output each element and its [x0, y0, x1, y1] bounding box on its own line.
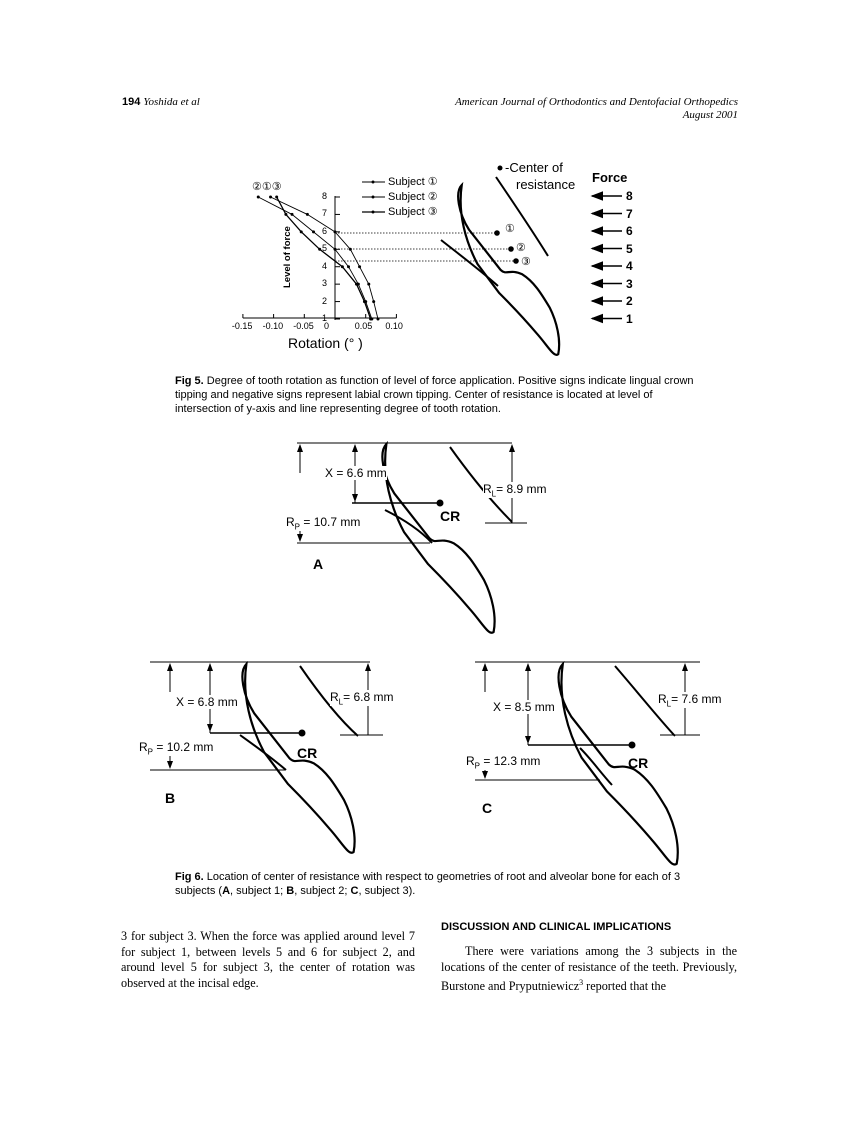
data-point-subject-1 [372, 300, 375, 303]
y-tick-label: 5 [322, 243, 328, 254]
caption-text: , subject 3). [358, 885, 416, 897]
rl-label [483, 482, 546, 498]
fig5-caption [175, 374, 700, 416]
section-heading: DISCUSSION AND CLINICAL IMPLICATIONS [441, 921, 672, 933]
force-level-label: 6 [626, 224, 633, 238]
cr-point [494, 230, 500, 236]
force-level-label: 8 [626, 189, 633, 203]
rp-label [139, 740, 213, 756]
rl-label [330, 690, 393, 706]
y-tick-label: 6 [322, 225, 328, 236]
y-tick-label: 1 [322, 313, 328, 323]
rp-label [286, 515, 360, 531]
labial-bone-line [240, 735, 286, 770]
force-level-label: 3 [626, 276, 633, 291]
data-point-subject-1 [269, 196, 272, 199]
citation: 3 [579, 978, 584, 987]
data-point-subject-1 [367, 283, 370, 286]
subscript: P [474, 761, 481, 771]
data-point-subject-1 [358, 265, 361, 268]
panel-label: C [482, 800, 493, 816]
caption-b: B [286, 885, 295, 897]
cr-point [508, 246, 514, 252]
x-tick-label: 0.10 [385, 321, 403, 331]
panel-label: B [165, 790, 176, 806]
tooth-outline [458, 185, 559, 355]
r-symbol: R [483, 482, 492, 496]
legend-subject-3: Subject ③ [388, 206, 438, 218]
value: = 6.8 mm [343, 690, 394, 704]
authors: Yoshida et al [143, 96, 200, 108]
x-axis-label: Rotation (° ) [288, 335, 363, 351]
force-level-label: 4 [626, 259, 633, 273]
y-tick-label: 8 [322, 191, 328, 201]
force-level-label: 2 [626, 294, 633, 308]
legend-marker [372, 181, 375, 184]
data-point-subject-3 [318, 248, 321, 251]
legend-marker [372, 196, 375, 199]
page-number: 194 [122, 96, 141, 108]
force-level-label: 7 [626, 206, 633, 221]
cr-point [629, 742, 636, 749]
r-symbol: R [466, 754, 475, 768]
cr-point [513, 258, 519, 264]
x-distance-label: X = 6.8 mm [176, 695, 238, 709]
y-tick-label: 7 [322, 208, 328, 219]
r-symbol: R [658, 692, 667, 706]
caption-label: Fig 5. [175, 375, 204, 387]
caption-c: C [350, 885, 359, 897]
force-level-label: 5 [626, 241, 633, 256]
fig6-diagrams [147, 443, 700, 865]
legend-marker [372, 211, 375, 214]
x-tick-label: -0.15 [231, 321, 253, 331]
force-title: Force [592, 170, 628, 185]
tooth-outline [382, 444, 497, 633]
r-symbol: R [139, 740, 148, 754]
value: = 7.6 mm [671, 692, 722, 706]
subscript: P [294, 522, 301, 532]
legend-cr-dot [498, 166, 503, 171]
subscript: L [666, 699, 672, 709]
caption-text: , subject 2; [294, 885, 351, 897]
x-tick-label: 0 [324, 321, 330, 331]
value: = 10.2 mm [153, 740, 214, 754]
paragraph-text: reported that the [583, 979, 667, 994]
data-point-subject-2 [312, 230, 315, 233]
body-right-column [441, 944, 737, 995]
data-point-subject-3 [355, 283, 358, 286]
value: = 12.3 mm [480, 754, 541, 768]
x-tick-label: -0.10 [262, 321, 284, 331]
legend-subject-1: Subject ① [388, 176, 438, 188]
value: = 10.7 mm [300, 515, 361, 529]
x-distance-label: X = 6.6 mm [325, 466, 387, 480]
issue-date: August 2001 [682, 109, 738, 121]
y-tick-label: 3 [322, 278, 328, 289]
caption-a: A [222, 885, 231, 897]
data-point-subject-1 [376, 318, 379, 321]
caption-text: Location of center of resistance with respect to geometries of root and alveolar bone for each of 3 subjects ( [175, 871, 681, 897]
paragraph-text: There were variations among the 3 subjects in the locations of the center of resistance of the teeth. Previously, Burstone and Pryputniewicz [441, 944, 737, 994]
cr-marker-2: ② [516, 242, 526, 254]
caption-text: , subject 1; [230, 885, 287, 897]
y-tick-label: 2 [322, 295, 328, 306]
force-level-label: 1 [626, 311, 633, 326]
fig6-caption [175, 870, 700, 898]
caption-label: Fig 6. [175, 871, 204, 883]
journal-title: American Journal of Orthodontics and Dentofacial Orthopedics [455, 96, 738, 108]
subscript: L [338, 697, 344, 707]
r-symbol: R [330, 690, 339, 704]
data-point-subject-2 [347, 265, 350, 268]
cr-point [299, 730, 306, 737]
tooth [458, 185, 559, 355]
data-point-subject-1 [306, 213, 309, 216]
x-distance-label: X = 8.5 mm [493, 700, 555, 714]
y-axis-label: Level of force [282, 226, 293, 288]
data-point-subject-3 [341, 265, 344, 268]
data-point-subject-2 [257, 196, 260, 199]
x-tick-label: 0.05 [354, 321, 373, 331]
legend-cr-line1: -Center of [505, 160, 563, 175]
cr-label: CR [628, 755, 649, 771]
legend-cr-line2: resistance [516, 177, 576, 192]
body-left-column: 3 for subject 3. When the force was applied around level 7 for subject 1, between levels 5 and 6 for subject 2, and around level 5 for subject 3, the center of rotation was observed at the incisal edge. [121, 929, 415, 990]
cr-marker-3: ③ [521, 256, 531, 268]
cr-label: CR [440, 508, 461, 524]
fig5-tooth-diagram [441, 166, 622, 355]
cr-marker-1: ① [505, 223, 515, 235]
data-point-subject-3 [275, 196, 278, 199]
subscript: L [491, 489, 497, 499]
subscript: P [147, 747, 154, 757]
labial-bone-line [580, 748, 612, 785]
caption-text: Degree of tooth rotation as function of level of force application. Positive signs indicate lingual crown tipping and negative signs represent labial crown tipping. Center of resistance is located at level of intersection of y-axis and line representing degree of tooth rotation. [175, 375, 694, 415]
tooth [382, 444, 497, 633]
data-point-subject-3 [284, 213, 287, 216]
cr-label: CR [297, 745, 318, 761]
r-symbol: R [286, 515, 295, 529]
data-point-subject-2 [291, 213, 294, 216]
rp-label [466, 754, 540, 770]
rl-label [658, 692, 721, 708]
data-point-subject-3 [363, 300, 366, 303]
panel-label: A [313, 556, 324, 572]
cr-point [437, 500, 444, 507]
data-point-subject-3 [300, 230, 303, 233]
value: = 8.9 mm [496, 482, 547, 496]
curve-top-markers: ②①③ [252, 181, 282, 193]
y-tick-label: 4 [322, 260, 328, 271]
x-tick-label: -0.05 [293, 321, 314, 331]
legend-subject-2: Subject ② [388, 191, 438, 203]
